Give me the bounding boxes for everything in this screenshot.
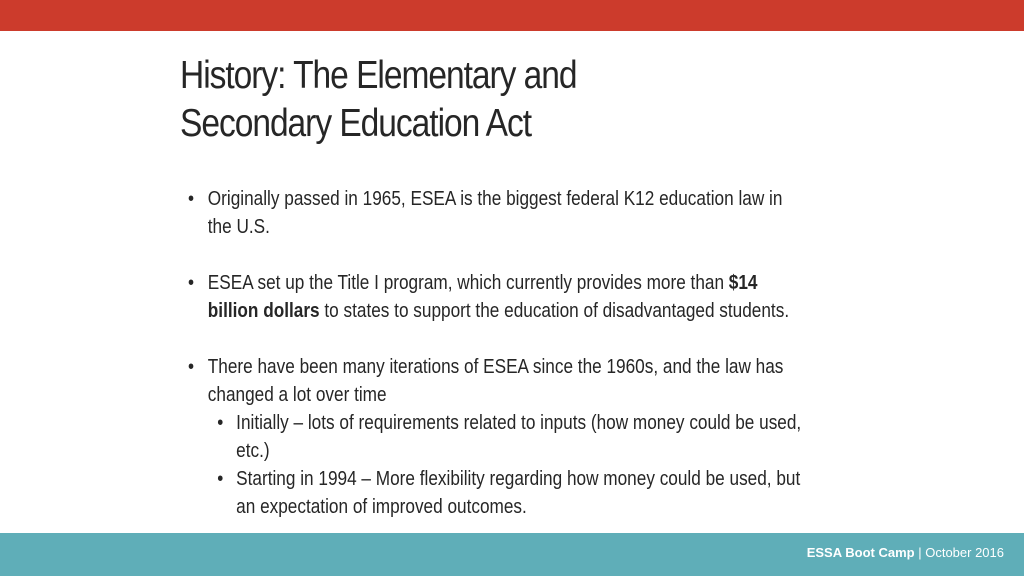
bullet-2-line-1: [208, 269, 842, 297]
footer-label: [807, 545, 1004, 560]
bullet-2-amount: $14: [728, 272, 758, 294]
bullet-1-line-2: the U.S.: [207, 216, 270, 238]
sub-bullet-2-line-1: Starting in 1994 – More flexibility regarding how money could be used, but: [236, 468, 801, 490]
bullet-item-1: [188, 185, 842, 241]
bullet-item-2: [188, 269, 842, 325]
bullet-2-text-cont: to states to support the education of disadvantaged students.: [319, 300, 790, 322]
sub-bullet-1-line-1: Initially – lots of requirements related to inputs (how money could be used,: [236, 412, 802, 434]
bullet-item-3: [188, 353, 842, 521]
sub-bullet-2-line-2: an expectation of improved outcomes.: [236, 496, 527, 518]
bullet-list: [188, 185, 842, 521]
sub-bullet-1-line-2: etc.): [236, 440, 270, 462]
bullet-3-line-1: There have been many iterations of ESEA since the 1960s, and the law has: [207, 356, 784, 378]
top-accent-bar: [0, 0, 1024, 31]
bullet-1-line-1: Originally passed in 1965, ESEA is the biggest federal K12 education law in: [207, 188, 783, 210]
sub-bullet-marker: •: [217, 412, 224, 434]
footer-separator: |: [918, 545, 922, 560]
sub-bullet-item-2: [208, 465, 842, 521]
title-line-1: History: The Elementary and: [180, 54, 577, 97]
sub-bullet-marker: •: [217, 468, 224, 490]
bullet-2-line-2: [208, 297, 842, 325]
title-line-2: Secondary Education Act: [180, 102, 532, 145]
slide-title: [180, 52, 782, 148]
sub-bullet-item-1: [208, 409, 842, 465]
bullet-3-line-2: changed a lot over time: [207, 384, 387, 406]
bullet-marker: •: [188, 356, 195, 378]
bullet-2-amount-unit: billion dollars: [207, 300, 320, 322]
footer-brand: ESSA Boot Camp: [806, 545, 915, 560]
bullet-marker: •: [188, 272, 195, 294]
footer-date: October 2016: [925, 545, 1004, 560]
bullet-2-text: ESEA set up the Title I program, which currently provides more than: [207, 272, 729, 294]
bullet-marker: •: [188, 188, 195, 210]
